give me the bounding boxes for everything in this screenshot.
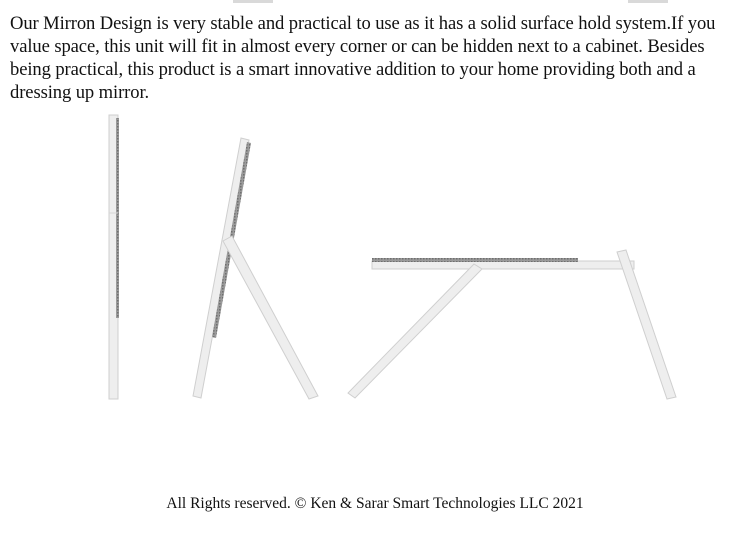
mirror-folded-glass-edge bbox=[116, 118, 119, 318]
mirror-folded-view bbox=[109, 115, 119, 399]
mirror-table-left-leg bbox=[348, 264, 482, 398]
mirror-standing-leg bbox=[223, 236, 318, 399]
top-edge-strip-right bbox=[628, 0, 668, 3]
mirror-standing-view bbox=[193, 138, 318, 399]
product-description: Our Mirron Design is very stable and practical to use as it has a solid surface hold system.If you value space, this unit will fit in almost every corner or can be hidden next to a cabinet. Besides being practical, this product is a smart innovative addition to your home providing both and a dressing up mirror. bbox=[10, 13, 716, 103]
mirror-table-view bbox=[348, 250, 676, 399]
copyright-footer: All Rights reserved. © Ken & Sarar Smart Technologies LLC 2021 bbox=[166, 495, 584, 512]
mirror-table-right-leg bbox=[617, 250, 676, 399]
mirror-table-top bbox=[372, 261, 634, 269]
top-edge-strip-left bbox=[233, 0, 273, 3]
mirror-table-glass-edge bbox=[372, 258, 578, 262]
mirror-positions-illustration bbox=[0, 110, 750, 410]
